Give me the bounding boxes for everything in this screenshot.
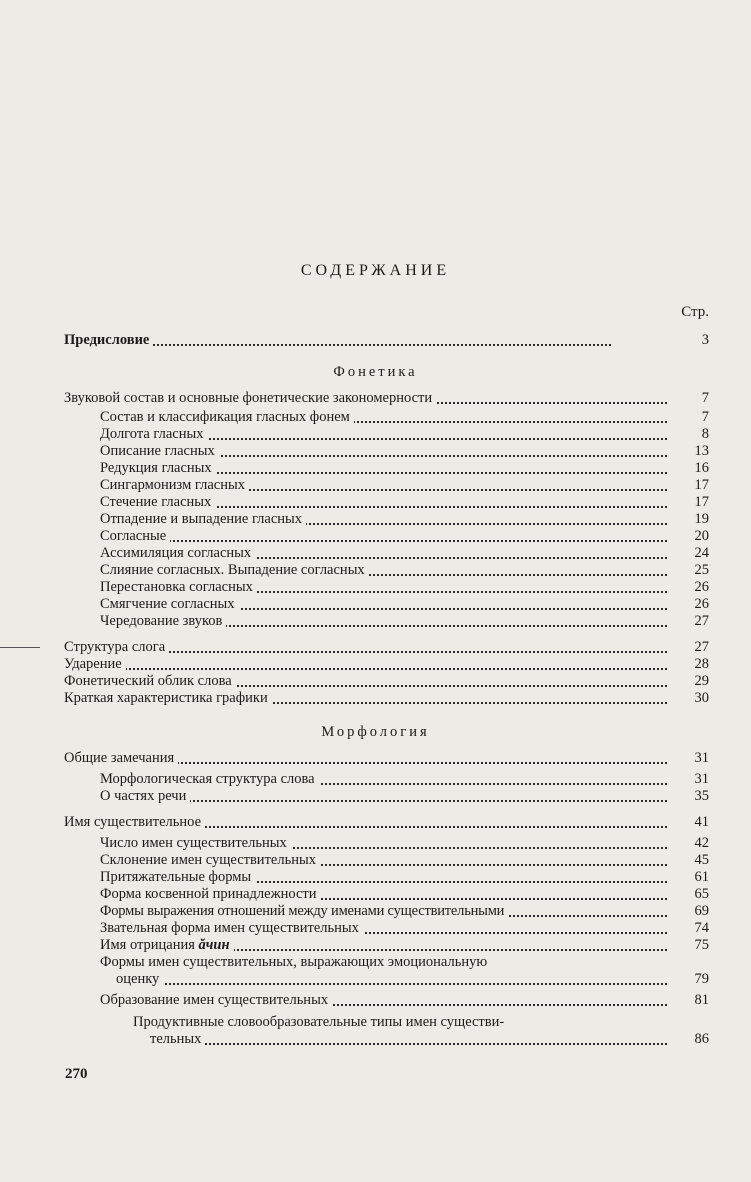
toc-entry-page: 16: [669, 460, 709, 477]
toc-entry-title: Сингармонизм гласных: [100, 477, 249, 493]
toc-entry-page: 35: [669, 788, 709, 805]
section-heading-phonetics: Фонетика: [333, 364, 418, 380]
toc-entry-title: Слияние согласных. Выпадение согласных: [100, 562, 369, 578]
toc-entry-title: Формы выражения отношений между именами существительными: [100, 903, 508, 919]
toc-entry: [100, 596, 751, 613]
toc-entry: [100, 443, 751, 460]
toc-entry-title: Форма косвенной принадлежности: [100, 886, 321, 902]
toc-entry-page: 81: [669, 992, 709, 1009]
page-column-label: Стр.: [681, 304, 709, 320]
toc-entry: [100, 886, 751, 903]
toc-entry: [100, 511, 751, 528]
toc-entry-page: 45: [669, 852, 709, 869]
toc-entry-title: Предисловие: [64, 332, 153, 348]
toc-entry-page: 65: [669, 886, 709, 903]
toc-entry: [100, 920, 751, 937]
toc-entry: [64, 814, 751, 831]
toc-entry-title: Число имен существительных: [100, 835, 291, 851]
toc-entry: [100, 409, 751, 426]
toc-entry-title: Редукция гласных: [100, 460, 216, 476]
toc-entry-title: Стечение гласных: [100, 494, 215, 510]
toc-entry-page: 61: [669, 869, 709, 886]
toc-entry-page: 8: [669, 426, 709, 443]
toc-entry-page: 3: [669, 332, 709, 349]
toc-entry-title: Отпадение и выпадение гласных: [100, 511, 306, 527]
toc-entry-title-wrap: [100, 937, 234, 953]
toc-entry-title: Морфологическая структура слова: [100, 771, 319, 787]
toc-entry-title: Долгота гласных: [100, 426, 207, 442]
toc-entry-page: 75: [669, 937, 709, 954]
toc-entry-page: 74: [669, 920, 709, 937]
toc-entry: [100, 494, 751, 511]
toc-entry: [64, 673, 751, 690]
toc-entry: [100, 528, 751, 545]
toc-entry-page: 17: [669, 477, 709, 494]
toc-entry-title: Состав и классификация гласных фонем: [100, 409, 354, 425]
toc-entry-title: Описание гласных: [100, 443, 219, 459]
toc-entry: [100, 771, 751, 788]
toc-entry-page: 26: [669, 579, 709, 596]
section-heading-morphology: Морфология: [321, 724, 430, 740]
toc-entry: [150, 1031, 751, 1048]
toc-entry: [100, 426, 751, 443]
toc-entry: [64, 639, 751, 656]
toc-entry-page: 29: [669, 673, 709, 690]
toc-entry: [100, 545, 751, 562]
toc-entry-title: О частях речи: [100, 788, 190, 804]
toc-entry-page: 41: [669, 814, 709, 831]
toc-entry: [100, 579, 751, 596]
toc-entry-title-cont: тельных: [150, 1031, 205, 1047]
toc-entry-page: 86: [669, 1031, 709, 1048]
toc-entry-title: Перестановка согласных: [100, 579, 257, 595]
toc-entry: [64, 690, 751, 707]
toc-entry-title: Притяжательные формы: [100, 869, 255, 885]
toc-entry: [100, 613, 751, 630]
toc-entry-title: Формы имен существительных, выражающих эмоциональную: [100, 954, 488, 970]
toc-entry-page: 27: [669, 613, 709, 630]
toc-entry: [100, 937, 751, 954]
toc-entry-page: 28: [669, 656, 709, 673]
toc-entry-title: Ударение: [64, 656, 126, 672]
toc-entry: [64, 750, 751, 767]
toc-entry-page: 13: [669, 443, 709, 460]
toc-entry-title: Общие замечания: [64, 750, 178, 766]
toc-entry-title: Чередование звуков: [100, 613, 226, 629]
toc-entry-title-cont: оценку: [116, 971, 163, 987]
toc-entry-title: Имя отрицания: [100, 937, 199, 953]
toc-entry: [100, 477, 751, 494]
toc-entry-title: Имя существительное: [64, 814, 205, 830]
toc-entry-title: Смягчение согласных: [100, 596, 239, 612]
toc-entry: [64, 656, 751, 673]
toc-entry-preface: [64, 332, 751, 349]
toc-entry-title: Звуковой состав и основные фонетические закономерности: [64, 390, 436, 406]
toc-entry-title: Фонетический облик слова: [64, 673, 236, 689]
toc-entry: [100, 460, 751, 477]
toc-entry-title: Структура слога: [64, 639, 169, 655]
toc-entry-page: 25: [669, 562, 709, 579]
toc-entry-page: 31: [669, 750, 709, 767]
toc-entry-title: Согласные: [100, 528, 170, 544]
toc-entry-page: 27: [669, 639, 709, 656]
toc-entry-title: Образование имен существительных: [100, 992, 332, 1008]
toc-entry-page: 26: [669, 596, 709, 613]
toc-entry: [100, 835, 751, 852]
toc-entry: [64, 390, 751, 407]
toc-entry: [100, 788, 751, 805]
toc-entry: [100, 992, 751, 1009]
toc-entry-page: 20: [669, 528, 709, 545]
toc-entry-page: 17: [669, 494, 709, 511]
toc-entry-page: 19: [669, 511, 709, 528]
toc-entry-page: 7: [669, 409, 709, 426]
toc-entry-title: Продуктивные словообразовательные типы имен существи-: [133, 1014, 505, 1030]
toc-entry: [100, 852, 751, 869]
toc-entry-page: 69: [669, 903, 709, 920]
toc-entry-page: 79: [669, 971, 709, 988]
toc-entry-title: Ассимиляция согласных: [100, 545, 255, 561]
toc-entry-page: 24: [669, 545, 709, 562]
page-title: СОДЕРЖАНИЕ: [300, 262, 451, 279]
toc-entry: [116, 971, 751, 988]
toc-entry: [100, 562, 751, 579]
margin-mark: [0, 647, 40, 648]
toc-entry-page: 7: [669, 390, 709, 407]
toc-entry-page: 31: [669, 771, 709, 788]
toc-entry-page: 42: [669, 835, 709, 852]
toc-entry-title-word: ăчин: [198, 937, 230, 953]
toc-entry: [100, 869, 751, 886]
page-number: 270: [65, 1066, 88, 1082]
toc-entry-title: Краткая характеристика графики: [64, 690, 272, 706]
toc-entry: [100, 903, 751, 920]
toc-entry-title: Звательная форма имен существительных: [100, 920, 363, 936]
toc-entry-title: Склонение имен существительных: [100, 852, 320, 868]
toc-entry-page: 30: [669, 690, 709, 707]
